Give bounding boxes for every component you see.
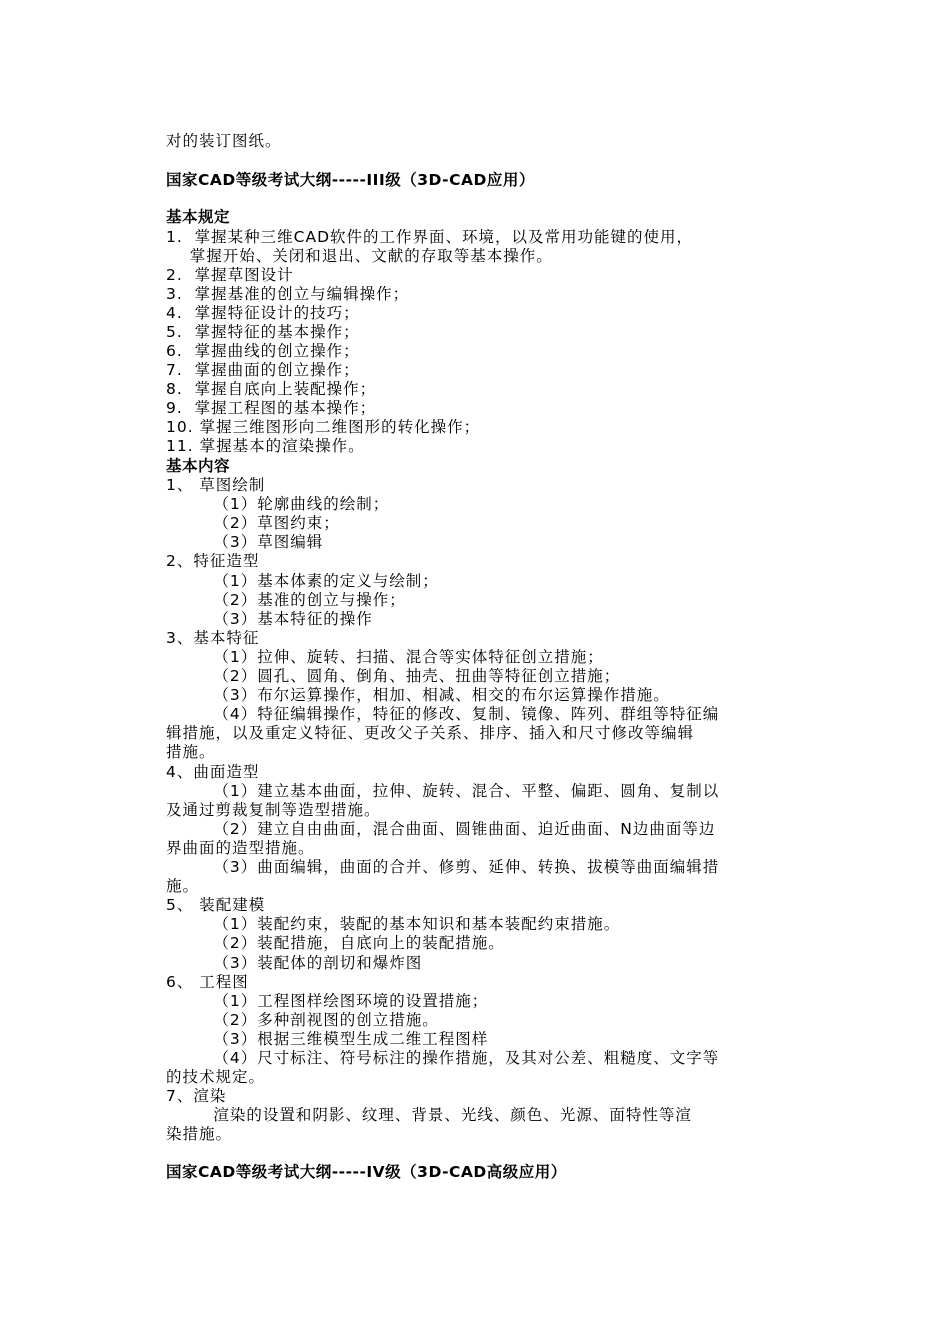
content-line: 措施。 (166, 743, 216, 761)
content-line: （1）拉伸、旋转、扫描、混合等实体特征创立措施； (166, 648, 604, 666)
basic-rule-line: 4. 掌握特征设计的技巧； (166, 304, 360, 322)
content-line: 及通过剪裁复制等造型措施。 (166, 801, 381, 819)
intro-tail-text: 对的装订图纸。 (166, 132, 282, 150)
heading-level-iv: 国家CAD等级考试大纲-----IV级（3D-CAD高级应用） (166, 1163, 567, 1181)
content-line: （2）多种剖视图的创立措施。 (166, 1011, 439, 1029)
content-line: （3）曲面编辑，曲面的合并、修剪、延伸、转换、拔模等曲面编辑措 (166, 858, 720, 876)
basic-rule-line: 掌握开始、关闭和退出、文献的存取等基本操作。 (166, 247, 553, 265)
content-line: （2）草图约束； (166, 514, 340, 532)
heading-level-iii: 国家CAD等级考试大纲-----III级（3D-CAD应用） (166, 171, 535, 189)
content-line: （1）装配约束，装配的基本知识和基本装配约束措施。 (166, 915, 621, 933)
basic-rule-line: 7. 掌握曲面的创立操作； (166, 361, 360, 379)
content-line: 染措施。 (166, 1125, 233, 1143)
basic-rule-line: 1. 掌握某种三维CAD软件的工作界面、环境，以及常用功能键的使用， (166, 228, 694, 246)
content-line: 6、 工程图 (166, 973, 249, 991)
content-line: （3）布尔运算操作，相加、相减、相交的布尔运算操作措施。 (166, 686, 670, 704)
basic-rule-line: 3. 掌握基准的创立与编辑操作； (166, 285, 410, 303)
content-line: 5、 装配建模 (166, 896, 266, 914)
basic-rules-title: 基本规定 (166, 208, 231, 226)
content-line: （3）根据三维模型生成二维工程图样 (166, 1030, 489, 1048)
content-line: （3）基本特征的操作 (166, 610, 373, 628)
content-line: （1）工程图样绘图环境的设置措施； (166, 992, 489, 1010)
content-line: 1、 草图绘制 (166, 476, 266, 494)
content-line: （2）基准的创立与操作； (166, 591, 406, 609)
basic-rule-line: 10. 掌握三维图形向二维图形的转化操作； (166, 418, 481, 436)
content-line: （2）装配措施，自底向上的装配措施。 (166, 934, 505, 952)
basic-rule-line: 2. 掌握草图设计 (166, 266, 294, 284)
content-line: 辑措施，以及重定义特征、更改父子关系、排序、插入和尺寸修改等编辑 (166, 724, 695, 742)
basic-rule-line: 11. 掌握基本的渲染操作。 (166, 437, 365, 455)
content-line: （4）特征编辑操作，特征的修改、复制、镜像、阵列、群组等特征编 (166, 705, 720, 723)
basic-rule-line: 5. 掌握特征的基本操作； (166, 323, 360, 341)
content-line: （2）建立自由曲面，混合曲面、圆锥曲面、迫近曲面、N边曲面等边 (166, 820, 716, 838)
content-line: 渲染的设置和阴影、纹理、背景、光线、颜色、光源、面特性等渲 (166, 1106, 692, 1124)
content-line: 3、基本特征 (166, 629, 260, 647)
basic-rule-line: 6. 掌握曲线的创立操作； (166, 342, 360, 360)
content-line: （3）装配体的剖切和爆炸图 (166, 954, 423, 972)
content-line: （3）草图编辑 (166, 533, 324, 551)
content-line: 7、渲染 (166, 1087, 227, 1105)
content-line: （2）圆孔、圆角、倒角、抽壳、扭曲等特征创立措施； (166, 667, 621, 685)
content-line: （4）尺寸标注、符号标注的操作措施，及其对公差、粗糙度、文字等 (166, 1049, 720, 1067)
content-line: 施。 (166, 877, 200, 895)
content-line: （1）建立基本曲面，拉伸、旋转、混合、平整、偏距、圆角、复制以 (166, 782, 720, 800)
content-line: 4、曲面造型 (166, 763, 260, 781)
content-line: 的技术规定。 (166, 1068, 266, 1086)
content-line: 界曲面的造型措施。 (166, 839, 315, 857)
content-line: 2、特征造型 (166, 552, 260, 570)
basic-rule-line: 9. 掌握工程图的基本操作； (166, 399, 377, 417)
basic-rule-line: 8. 掌握自底向上装配操作； (166, 380, 377, 398)
content-line: （1）轮廓曲线的绘制； (166, 495, 390, 513)
basic-content-title: 基本内容 (166, 457, 231, 475)
content-line: （1）基本体素的定义与绘制； (166, 572, 439, 590)
